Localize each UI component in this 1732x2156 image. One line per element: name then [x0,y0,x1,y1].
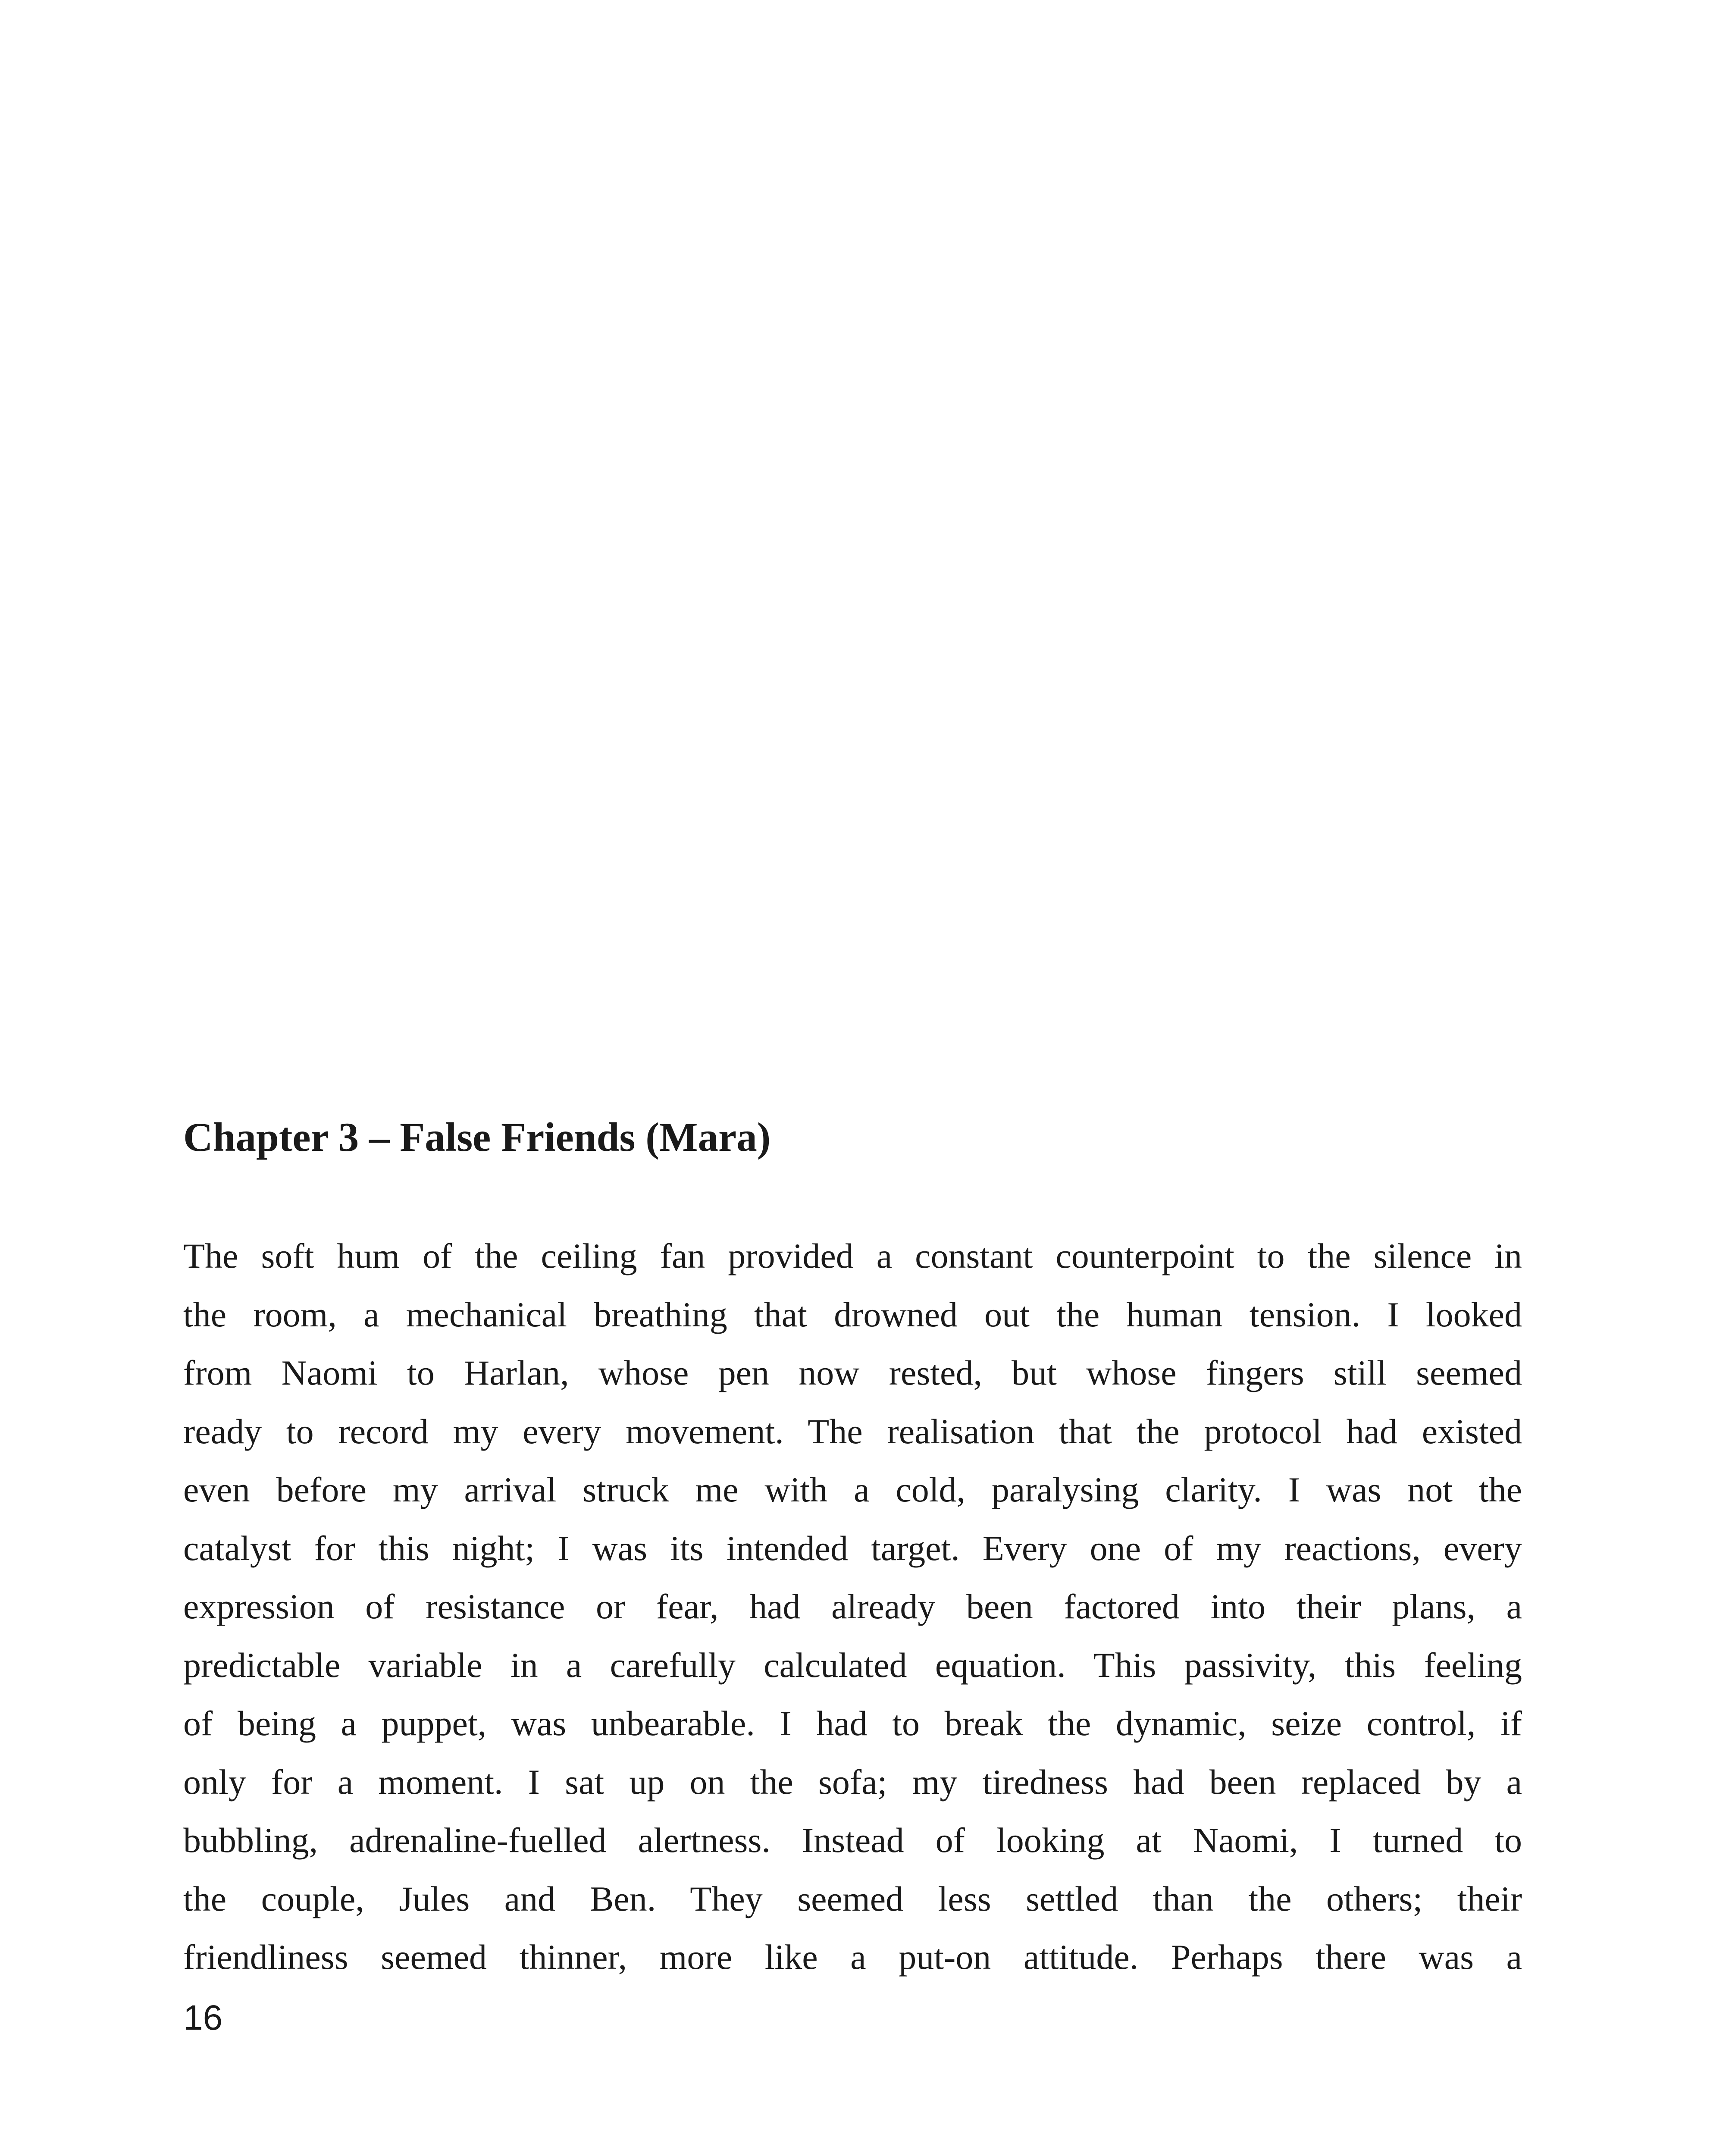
text-line: catalyst for this night; I was its intended target. Every one of my reactions, every [183,1528,1522,1568]
page-number: 16 [183,1998,223,2037]
text-line: the room, a mechanical breathing that drowned out the human tension. I looked [183,1294,1522,1334]
text-line: the couple, Jules and Ben. They seemed less settled than the others; their [183,1879,1522,1918]
text-line: expression of resistance or fear, had already been factored into their plans, a [183,1587,1522,1626]
body-paragraph [183,1227,1522,1987]
text-line: predictable variable in a carefully calculated equation. This passivity, this feeling [183,1645,1522,1685]
text-line: The soft hum of the ceiling fan provided a constant counterpoint to the silence in [183,1236,1522,1275]
chapter-title: Chapter 3 – False Friends (Mara) [183,1114,771,1160]
text-line: friendliness seemed thinner, more like a put-on attitude. Perhaps there was a [183,1937,1522,1977]
text-line: even before my arrival struck me with a cold, paralysing clarity. I was not the [183,1470,1522,1509]
text-line: of being a puppet, was unbearable. I had to break the dynamic, seize control, if [183,1704,1522,1743]
text-line: from Naomi to Harlan, whose pen now rested, but whose fingers still seemed [183,1353,1522,1392]
text-line: bubbling, adrenaline-fuelled alertness. Instead of looking at Naomi, I turned to [183,1821,1522,1860]
text-line: ready to record my every movement. The realisation that the protocol had existed [183,1411,1522,1451]
text-line: only for a moment. I sat up on the sofa; my tiredness had been replaced by a [183,1762,1522,1802]
